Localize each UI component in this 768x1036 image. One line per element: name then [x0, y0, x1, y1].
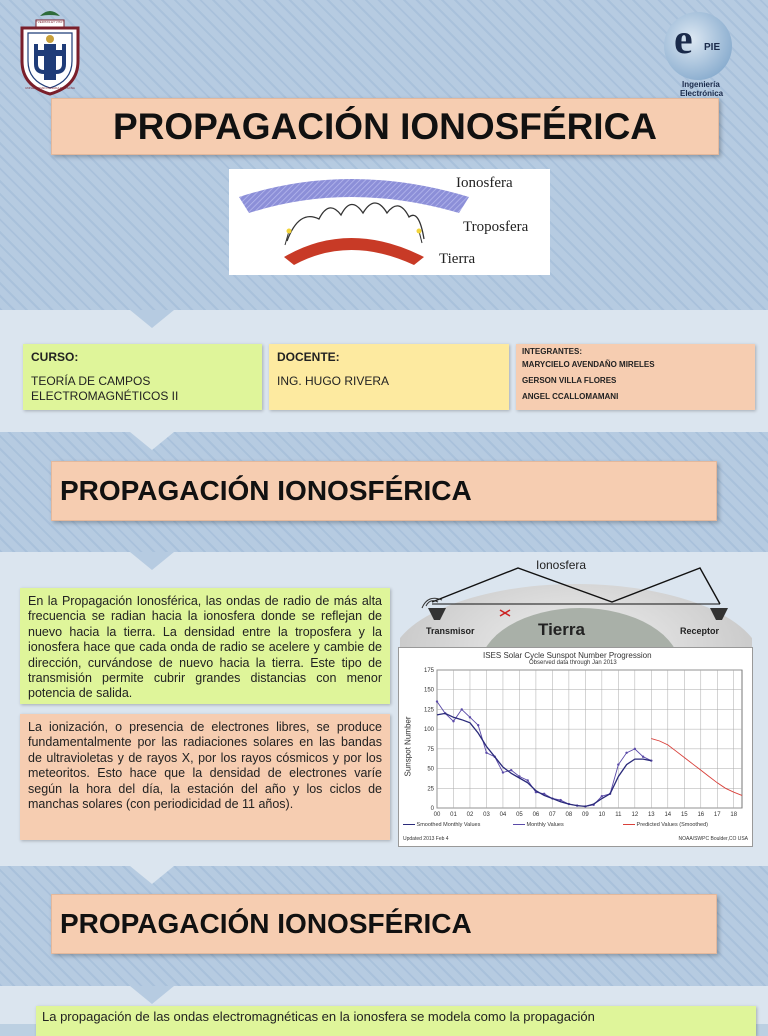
chart-ylabel: Sunspot Number — [403, 716, 413, 777]
y-tick-label: 50 — [427, 766, 434, 773]
label-troposfera: Troposfera — [463, 219, 529, 235]
paragraph-2-text: La ionización, o presencia de electrones libres, se produce fundamentalmente por las radiaciones solares en las bandas de ultravioletas y de rayos X, por los rayos cósmicos y por los meteoritos. Esto hace que la densidad de electrones varíe según la hora del día, la estación del año y los ciclos de manchas solares (con periodicidad de 11 años). — [28, 720, 382, 812]
path-label-transmisor: Transmisor — [426, 626, 475, 636]
legend-monthly — [513, 822, 564, 828]
data-point — [634, 748, 636, 750]
data-point — [601, 795, 603, 797]
page-title-text: PROPAGACIÓN IONOSFÉRICA — [112, 105, 658, 147]
course-line-1: TEORÍA DE CAMPOS — [31, 374, 151, 388]
logo-line2: Electrónica — [680, 89, 724, 98]
section3-text-box — [36, 1006, 756, 1036]
x-tick-label: 05 — [516, 812, 523, 818]
x-tick-label: 16 — [697, 812, 705, 818]
section2-title-text: PROPAGACIÓN IONOSFÉRICA — [60, 475, 472, 506]
legend-smoothed-text: Smoothed Monthly Values — [416, 822, 481, 828]
section2-title — [51, 461, 717, 521]
member-3: ANGEL CCALLOMAMANI — [522, 392, 619, 401]
chart-subtitle: Observed data through Jan 2013 — [529, 660, 617, 666]
section3-title — [51, 894, 717, 954]
teacher-label: DOCENTE: — [277, 350, 340, 364]
section3-title-text: PROPAGACIÓN IONOSFÉRICA — [60, 908, 472, 939]
logo-motto: "VERITAS ET VITA" — [36, 20, 64, 24]
members-card — [516, 344, 755, 410]
band-notch-4 — [130, 866, 174, 884]
chart-title: ISES Solar Cycle Sunspot Number Progression — [483, 651, 652, 660]
band-notch — [130, 310, 174, 328]
y-tick-label: 125 — [423, 707, 434, 714]
data-point — [477, 724, 479, 726]
path-label-ionosfera: Ionosfera — [536, 558, 587, 572]
x-tick-label: 18 — [730, 812, 738, 818]
logo-line1: Ingeniería — [682, 80, 720, 89]
logo-ring-text: UNIVERSIDAD PRIVADA DE TACNA — [25, 86, 75, 90]
section3-text: La propagación de las ondas electromagnéticas en la ionosfera se modela como la propagación — [42, 1009, 595, 1024]
x-tick-label: 14 — [664, 812, 672, 818]
members-label: INTEGRANTES: — [522, 347, 582, 356]
label-tierra: Tierra — [439, 251, 476, 267]
x-tick-label: 17 — [713, 812, 721, 818]
x-tick-label: 15 — [680, 812, 688, 818]
label-ionosfera: Ionosfera — [456, 175, 513, 191]
course-card — [23, 344, 262, 410]
chart-svg — [399, 648, 752, 846]
chart-footer-left: Updated 2013 Feb 4 — [403, 836, 449, 842]
university-logo — [14, 6, 86, 96]
course-label: CURSO: — [31, 350, 79, 364]
data-point — [526, 779, 528, 781]
paragraph-1-text: En la Propagación Ionosférica, las ondas de radio de más alta frecuencia se radian hacia la ionosfera donde se reflejan de nuevo hacia la tierra. La densidad entre la troposfera y la ionosfera hace que cada onda de radio se acelere y cambie de dirección, curvándose de nuevo hacia la tierra. Este tipo de transmisión permite cubrir grandes distancias con menor potencia de salida. — [28, 594, 382, 701]
paragraph-1 — [20, 588, 390, 704]
path-label-tierra: Tierra — [538, 620, 585, 639]
x-tick-label: 09 — [582, 812, 589, 818]
data-point — [485, 752, 487, 754]
path-diagram — [400, 556, 752, 648]
logo-badge: PIE — [704, 42, 721, 53]
x-tick-label: 06 — [532, 812, 540, 818]
data-point — [642, 756, 644, 758]
y-tick-label: 175 — [423, 668, 434, 674]
page-title — [51, 98, 719, 155]
teacher-name: ING. HUGO RIVERA — [277, 374, 390, 388]
x-tick-label: 01 — [450, 812, 457, 818]
x-tick-label: 00 — [433, 812, 441, 818]
band-notch-3 — [130, 552, 174, 570]
data-point — [510, 769, 512, 771]
x-tick-label: 02 — [466, 812, 474, 818]
y-tick-label: 0 — [430, 806, 434, 812]
logo-mark: e — [674, 17, 693, 63]
data-point — [502, 771, 504, 773]
data-point — [461, 708, 463, 710]
course-line-2: ELECTROMAGNÉTICOS II — [31, 389, 179, 403]
legend-predicted — [623, 822, 708, 828]
data-point — [436, 700, 438, 702]
legend-smoothed — [403, 822, 480, 828]
x-tick-label: 04 — [499, 812, 507, 818]
data-point — [452, 720, 454, 722]
x-tick-label: 13 — [647, 812, 655, 818]
data-point — [469, 716, 471, 718]
x-tick-label: 12 — [631, 812, 639, 818]
y-tick-label: 25 — [427, 786, 434, 793]
legend-monthly-text: Monthly Values — [526, 822, 564, 828]
y-tick-label: 75 — [427, 746, 434, 753]
band-notch-2 — [130, 432, 174, 450]
paragraph-2 — [20, 714, 390, 840]
chart-footer-right: NOAA/SWPC Boulder,CO USA — [678, 836, 748, 842]
member-1: MARYCIELO AVENDAÑO MIRELES — [522, 360, 655, 369]
engineering-logo — [660, 10, 750, 98]
member-2: GERSON VILLA FLORES — [522, 376, 617, 385]
data-point — [617, 763, 619, 765]
y-tick-label: 150 — [423, 687, 434, 694]
teacher-card — [269, 344, 509, 410]
x-tick-label: 08 — [565, 812, 573, 818]
x-tick-label: 11 — [615, 812, 622, 818]
x-tick-label: 10 — [598, 812, 606, 818]
y-tick-label: 100 — [423, 727, 434, 734]
legend-predicted-text: Predicted Values (Smoothed) — [636, 822, 708, 828]
x-tick-label: 03 — [483, 812, 490, 818]
band-notch-5 — [130, 986, 174, 1004]
sunspot-chart — [398, 647, 753, 847]
data-point — [625, 752, 627, 754]
path-label-receptor: Receptor — [680, 626, 720, 636]
layers-diagram — [229, 169, 550, 275]
x-tick-label: 07 — [549, 812, 556, 818]
